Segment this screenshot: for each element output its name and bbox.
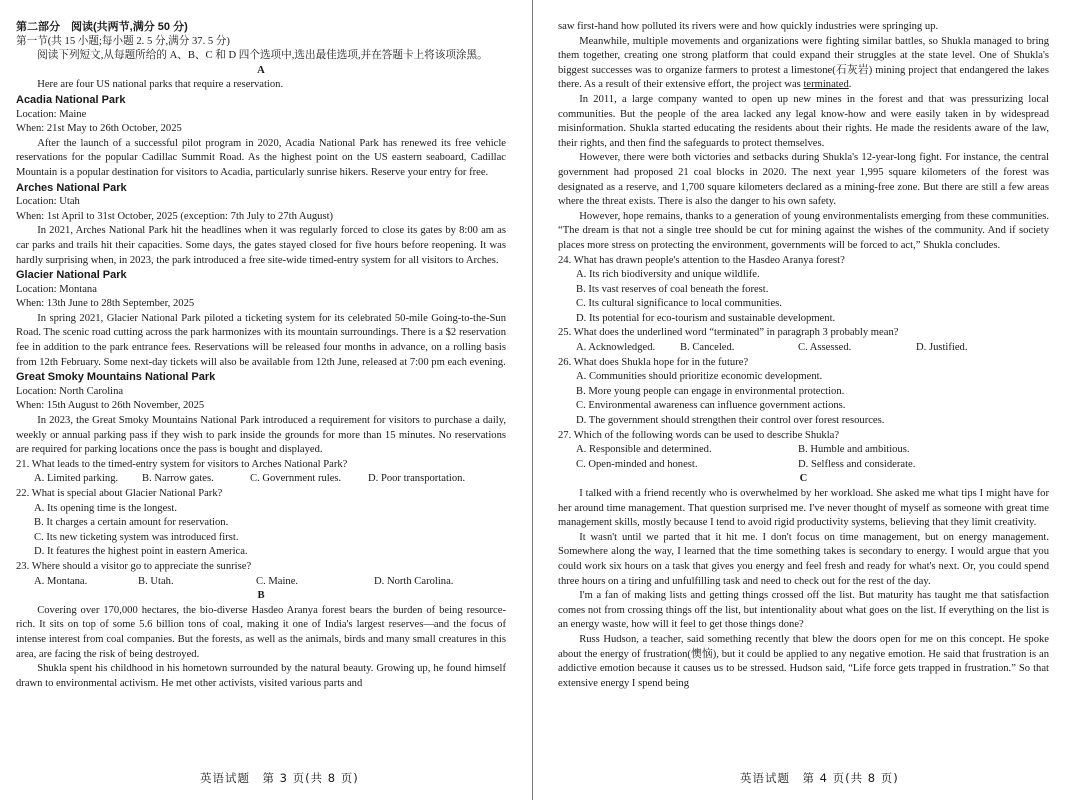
left-page-footer: 英语试题 第 3 页(共 8 页) [200, 771, 359, 785]
option-a: A. Montana. [34, 575, 88, 587]
option-a: A. Acknowledged. [576, 342, 656, 354]
option-b: B. It charges a certain amount for reservation. [34, 517, 229, 529]
option-c: C. Its cultural significance to local communities. [576, 298, 782, 310]
passage-c-paragraph-2: It wasn't until we parted that it hit me. I don't focus on time management, but on energy management. Somewhere along the way, I learned that the time something takes is secondary to energy. I would argue that you could work six hours on a task that gives you energy and feel fresh and ready for what's next. Or, you could spend three hours on a tiring and unfulfilling task and need to check out for the rest of the day. [558, 531, 1049, 587]
park-location: Location: Utah [16, 196, 80, 208]
question-27-options-row-2 [558, 458, 1049, 473]
option-a: A. Limited parking. [34, 473, 119, 485]
question-23-stem: 23. Where should a visitor go to appreciate the sunrise? [16, 560, 252, 572]
passage-b-paragraph-3 [558, 35, 1049, 93]
passage-b-paragraph-4: In 2011, a large company wanted to open up new mines in the forest and that was pressurizing local communities. But the people of the area lacked any legal know-how and were easily taken in by widespread misinformation. Shukla started educating the residents about their rights. He made the residents aware of the law, their rights, and then find the safeguards to protect themselves. [558, 93, 1049, 149]
underlined-word: terminated [803, 79, 849, 91]
part-heading: 第二部分 阅读(共两节,满分 50 分) [16, 21, 188, 33]
right-page-column [558, 20, 1049, 764]
question-21-options [16, 472, 506, 487]
passage-a-label: A [257, 64, 265, 76]
option-c: C. Open-minded and honest. [576, 458, 698, 470]
passage-c-label: C [799, 473, 808, 485]
question-22-stem: 22. What is special about Glacier National Park? [16, 488, 223, 499]
page-divider [532, 0, 533, 800]
right-page-footer: 英语试题 第 4 页(共 8 页) [740, 771, 899, 785]
question-27-options-row-1 [558, 443, 1049, 458]
park-description: After the launch of a successful pilot program in 2020, Acadia National Park has renewed its free vehicle reservations for the popular Cadillac Summit Road. As the highest point on the US eastern seaboard, Cadillac Mountain is a popular destination for visitors to Acadia, particularly sunrise hikers. Reserve your entry for free. [16, 137, 506, 178]
option-c: C. Environmental awareness can influence government actions. [576, 400, 846, 412]
passage-b-label: B [257, 590, 265, 602]
park-dates: When: 13th June to 28th September, 2025 [16, 298, 195, 310]
option-d: D. North Carolina. [374, 575, 454, 587]
park-name-glacier: Glacier National Park [16, 269, 127, 282]
option-d: D. Justified. [916, 342, 968, 354]
option-c: C. Government rules. [250, 473, 342, 485]
passage-b-paragraph-6: However, hope remains, thanks to a generation of young environmentalists emerging from these communities. “The dream is that not a single tree should be cut for mining against the wishes of the community. And if society places more stress on protecting the environment, governments will be forced to act,” Shukla concludes. [558, 210, 1049, 251]
park-name-arches: Arches National Park [16, 181, 127, 194]
passage-c-paragraph-4: Russ Hudson, a teacher, said something recently that blew the doors open for me on this concept. He spoke about the energy of frustration(懊恼), but it could be applied to any negative emotion. He said that frustration is an addictive emotion because it causes us to be stressed. Hudson said, “Life force gets trapped in frustration.” So that extensive energy I spend being [558, 633, 1049, 689]
park-description: In 2021, Arches National Park hit the headlines when it was regularly forced to close its gates by 8:00 am as car parks and trails hit their capacities. Some days, the gates stayed closed for five hours before reopening. It was hardly surprising when, in 2023, the park introduced a free site-wide timed-entry system for all visitors to Arches. [16, 225, 506, 266]
option-d: D. The government should strengthen their control over forest resources. [576, 415, 885, 427]
option-d: D. Poor transportation. [368, 473, 466, 485]
park-dates: When: 15th August to 26th November, 2025 [16, 400, 205, 412]
option-b: B. Utah. [138, 575, 174, 587]
option-d: D. Selfless and considerate. [798, 458, 916, 470]
park-name-acadia: Acadia National Park [16, 93, 126, 106]
question-24-stem: 24. What has drawn people's attention to the Hasdeo Aranya forest? [558, 254, 845, 266]
option-b: B. Its vast reserves of coal beneath the forest. [576, 283, 769, 295]
option-b: B. More young people can engage in environmental protection. [576, 385, 845, 397]
park-location: Location: North Carolina [16, 385, 124, 397]
option-a: A. Its opening time is the longest. [34, 502, 178, 514]
left-page-column [16, 20, 506, 764]
option-c: C. Assessed. [798, 342, 852, 354]
park-description: In spring 2021, Glacier National Park piloted a ticketing system for its celebrated 50-mile Going-to-the-Sun Road. The scenic road cutting across the park harmonizes with its mountain surroundings. There is a $2 reservation fee in addition to the park entrance fees. Reservations will be released four months in advance, on a rolling basis from 12th February. Some next-day tickets will also be available from 12th June, released at 7:00 pm each evening. [16, 312, 506, 368]
park-description: In 2023, the Great Smoky Mountains National Park introduced a requirement for visitors to purchase a daily, weekly or annual parking pass if they wish to park inside the grounds for more than 15 minutes. No reservations are required for parking locations once the pass is bought and displayed. [16, 415, 506, 456]
question-21-stem: 21. What leads to the timed-entry system for visitors to Arches National Park? [16, 458, 348, 470]
passage-b-paragraph-1: Covering over 170,000 hectares, the bio-diverse Hasdeo Aranya forest bears the burden of being resource-rich. It sits on top of some 5.6 billion tons of coal, making it one of India's largest reserves—and the focus of intense interest from coal companies. But the forests, as well as the animals, birds and many small creatures in this area, are facing the risk of being destroyed. [16, 604, 506, 660]
park-dates: When: 21st May to 26th October, 2025 [16, 123, 182, 135]
option-d: D. It features the highest point in eastern America. [34, 546, 248, 558]
passage-c-paragraph-3: I'm a fan of making lists and getting things crossed off the list. But maturity has taught me that satisfaction comes not from crossing things off the list, but intentionality about what goes on the list. If everything on the list is an energy waste, how will it feel to get those things done? [558, 590, 1049, 631]
question-23-options [16, 575, 506, 590]
park-location: Location: Montana [16, 283, 97, 295]
passage-a-intro: Here are four US national parks that require a reservation. [37, 79, 284, 91]
option-a: A. Responsible and determined. [576, 444, 712, 456]
question-25-stem: 25. What does the underlined word “terminated” in paragraph 3 probably mean? [558, 327, 899, 339]
option-c: C. Maine. [256, 575, 299, 587]
passage-b-paragraph-2: Shukla spent his childhood in his hometown surrounded by the natural beauty. Growing up, he found himself drawn to environmental activism. He met other activists, visited various parts and [16, 663, 506, 689]
instructions: 阅读下列短文,从每题所给的 A、B、C 和 D 四个选项中,选出最佳选项,并在答题卡上将该项涂黑。 [37, 50, 488, 62]
passage-b-paragraph-2-continued: saw first-hand how polluted its rivers were and how quickly industries were springing up. [558, 21, 939, 32]
option-d: D. Its potential for eco-tourism and sustainable development. [576, 312, 836, 324]
park-dates: When: 1st April to 31st October, 2025 (exception: 7th July to 27th August) [16, 210, 334, 222]
option-c: C. Its new ticketing system was introduced first. [34, 531, 239, 543]
question-26-stem: 26. What does Shukla hope for in the future? [558, 356, 749, 368]
option-b: B. Canceled. [680, 342, 735, 354]
question-27-stem: 27. Which of the following words can be used to describe Shukla? [558, 429, 840, 441]
passage-b-paragraph-5: However, there were both victories and setbacks during Shukla's 12-year-long fight. For instance, the central government had proposed 21 coal blocks in 2020. The next year 1,995 square kilometers of the forest was designated as a reserve, and 1,700 square kilometers declared as a mining-free zone. But there are still a few areas where the threat exists. There is also the danger to his own safety. [558, 152, 1049, 208]
question-25-options [558, 341, 1049, 356]
section1-heading: 第一节(共 15 小题;每小题 2. 5 分,满分 37. 5 分) [16, 35, 230, 47]
paragraph-text: . [848, 79, 852, 91]
option-a: A. Communities should prioritize economic development. [576, 371, 823, 383]
park-location: Location: Maine [16, 108, 87, 120]
option-a: A. Its rich biodiversity and unique wildlife. [576, 269, 760, 281]
park-name-great-smoky: Great Smoky Mountains National Park [16, 371, 216, 384]
passage-c-paragraph-1: I talked with a friend recently who is overwhelmed by her workload. She asked me what tips I might have for her around time management. That question surprised me. I've never thought of myself as someone with great time management skills, mostly because I tend to avoid rigid productivity systems, believing that they limit creativity. [558, 488, 1049, 529]
option-b: B. Narrow gates. [142, 473, 214, 485]
option-b: B. Humble and ambitious. [798, 444, 910, 456]
paragraph-text: Meanwhile, multiple movements and organizations were fighting similar battles, so Shukla managed to bring them together, creating one strong platform that could expand their struggles at the state level. One of Shukla's biggest successes was to organize farmers to protest a limestone(石灰岩) mining project that endangered the lakes there. As a result of their extensive effort, the project was [558, 35, 1049, 91]
